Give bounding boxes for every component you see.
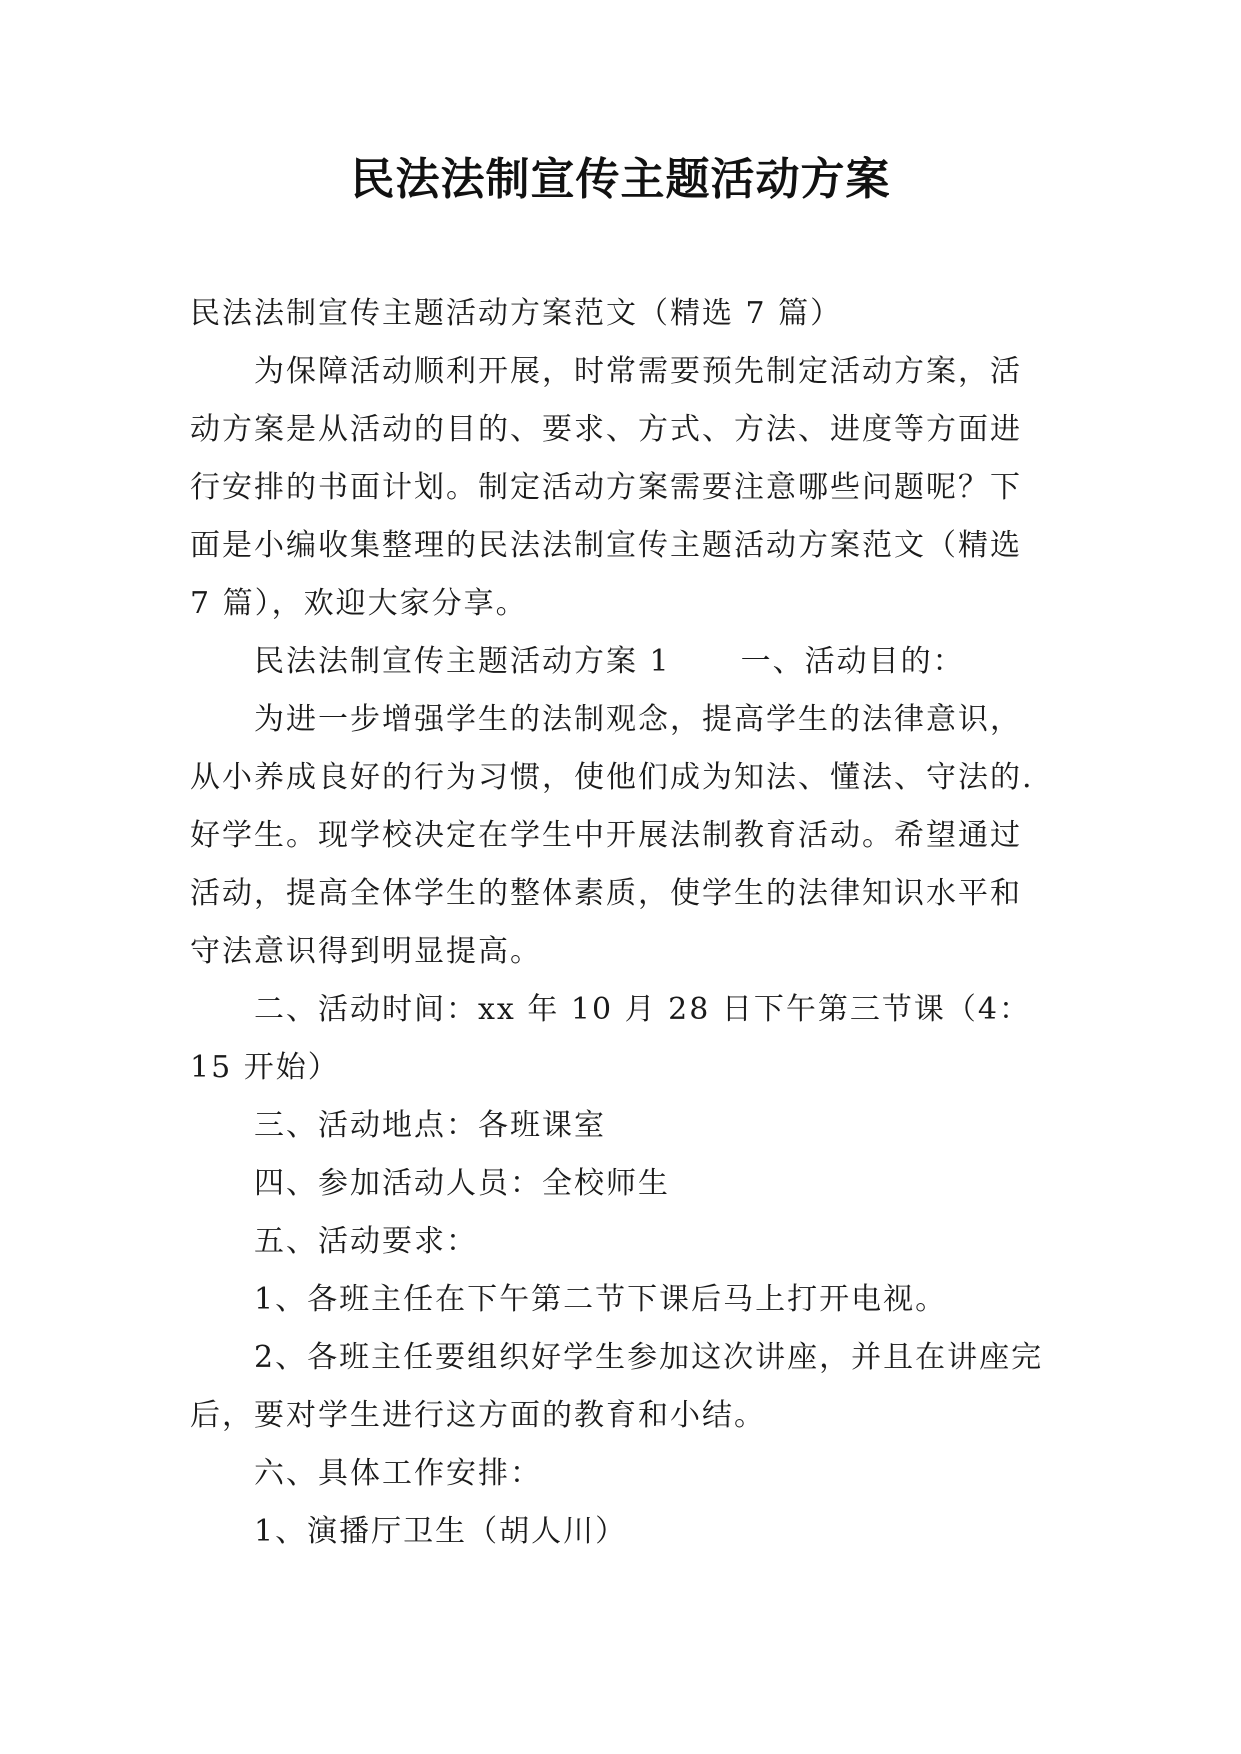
arrangement-1-paragraph: 1、演播厅卫生（胡人川） bbox=[254, 1514, 628, 1549]
section1-heading: 民法法制宣传主题活动方案 1 bbox=[254, 644, 671, 679]
place-paragraph: 三、活动地点：各班课室 bbox=[254, 1108, 606, 1143]
section1-heading-line bbox=[190, 633, 1050, 691]
requirement-2-paragraph: 2、各班主任要组织好学生参加这次讲座，并且在讲座完后，要对学生进行这方面的教育和小结。 bbox=[190, 1340, 1044, 1433]
requirements-heading: 五、活动要求： bbox=[254, 1224, 478, 1259]
requirement-1-paragraph: 1、各班主任在下午第二节下课后马上打开电视。 bbox=[254, 1282, 948, 1317]
arrangement-heading: 六、具体工作安排： bbox=[254, 1456, 542, 1491]
purpose-heading: 一、活动目的： bbox=[740, 644, 965, 679]
intro-paragraph: 为保障活动顺利开展，时常需要预先制定活动方案，活动方案是从活动的目的、要求、方式、方法、进度等方面进行安排的书面计划。制定活动方案需要注意哪些问题呢？下面是小编收集整理的民法法制宣传主题活动方案范文（精选 7 篇），欢迎大家分享。 bbox=[190, 354, 1022, 621]
document-title: 民法法制宣传主题活动方案 bbox=[350, 154, 891, 205]
purpose-paragraph: 为进一步增强学生的法制观念，提高学生的法律意识，从小养成良好的行为习惯，使他们成为知法、懂法、守法的.好学生。现学校决定在学生中开展法制教育活动。希望通过活动，提高全体学生的整体素质，使学生的法律知识水平和守法意识得到明显提高。 bbox=[190, 702, 1034, 969]
time-paragraph: 二、活动时间：xx 年 10 月 28 日下午第三节课（4：15 开始） bbox=[190, 992, 1031, 1085]
subtitle-paragraph: 民法法制宣传主题活动方案范文（精选 7 篇） bbox=[190, 296, 843, 331]
document-body bbox=[190, 285, 1050, 1561]
participants-paragraph: 四、参加活动人员：全校师生 bbox=[254, 1166, 670, 1201]
